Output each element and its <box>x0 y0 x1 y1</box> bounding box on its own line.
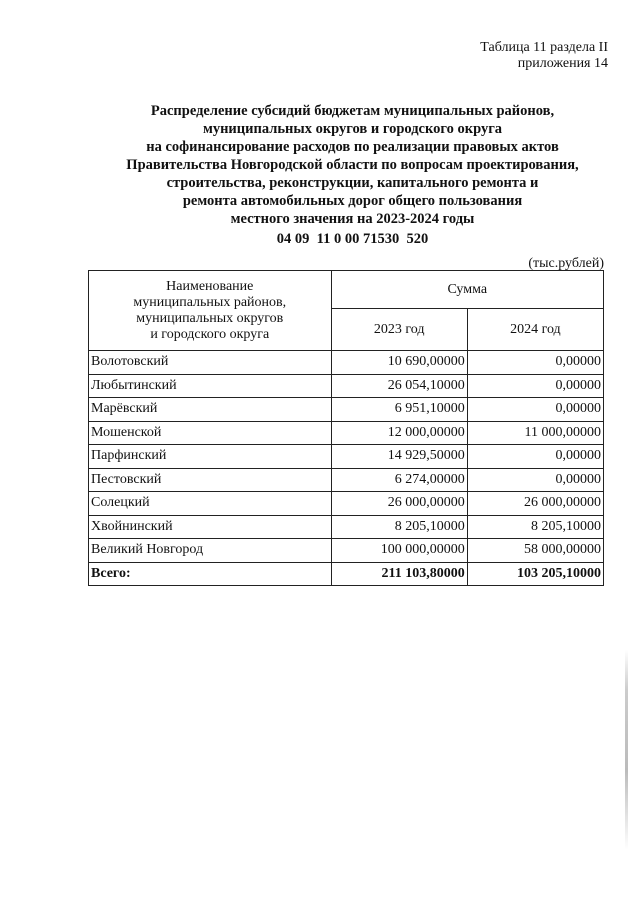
total-2023: 211 103,80000 <box>331 562 467 586</box>
budget-code <box>95 231 610 248</box>
district-name: Пестовский <box>89 468 332 492</box>
amount-2023: 8 205,10000 <box>331 515 467 539</box>
column-header-2023: 2023 год <box>331 309 467 351</box>
amount-2023: 6 274,00000 <box>331 468 467 492</box>
table-row <box>89 468 604 492</box>
district-name: Солецкий <box>89 492 332 516</box>
total-2024: 103 205,10000 <box>467 562 603 586</box>
header-name-line: муниципальных районов, <box>133 294 287 310</box>
document-title <box>95 102 610 228</box>
amount-2024: 0,00000 <box>467 398 603 422</box>
table-reference <box>480 40 608 72</box>
amount-2024: 58 000,00000 <box>467 539 603 563</box>
table-row <box>89 539 604 563</box>
table-row <box>89 374 604 398</box>
title-line: Правительства Новгородской области по вопросам проектирования, <box>126 157 579 173</box>
amount-2023: 14 929,50000 <box>331 445 467 469</box>
column-header-2024: 2024 год <box>467 309 603 351</box>
table-row <box>89 445 604 469</box>
table-row <box>89 492 604 516</box>
header-name-line: Наименование <box>166 278 254 294</box>
district-name: Хвойнинский <box>89 515 332 539</box>
total-row <box>89 562 604 586</box>
district-name: Марёвский <box>89 398 332 422</box>
amount-2024: 0,00000 <box>467 351 603 375</box>
district-name: Великий Новгород <box>89 539 332 563</box>
table-row <box>89 421 604 445</box>
table-row <box>89 398 604 422</box>
table-row <box>89 515 604 539</box>
title-line: муниципальных округов и городского округа <box>202 121 503 137</box>
header-row <box>89 271 604 309</box>
total-label: Всего: <box>89 562 332 586</box>
amount-2024: 8 205,10000 <box>467 515 603 539</box>
column-header-sum: Сумма <box>331 271 603 309</box>
amount-2023: 100 000,00000 <box>331 539 467 563</box>
title-line: на софинансирование расходов по реализации правовых актов <box>146 139 559 155</box>
unit-label: (тыс.рублей) <box>528 256 604 271</box>
subsidy-table <box>88 270 604 586</box>
scan-edge-shadow <box>625 650 628 850</box>
amount-2023: 6 951,10000 <box>331 398 467 422</box>
title-line: строительства, реконструкции, капитального ремонта и <box>166 175 539 191</box>
amount-2024: 0,00000 <box>467 445 603 469</box>
title-line: ремонта автомобильных дорог общего пользования <box>182 193 523 209</box>
column-header-name <box>89 271 332 351</box>
district-name: Волотовский <box>89 351 332 375</box>
district-name: Парфинский <box>89 445 332 469</box>
amount-2023: 12 000,00000 <box>331 421 467 445</box>
amount-2024: 0,00000 <box>467 374 603 398</box>
amount-2023: 26 054,10000 <box>331 374 467 398</box>
budget-code-text: 04 09 11 0 00 71530 520 <box>276 231 429 247</box>
amount-2024: 0,00000 <box>467 468 603 492</box>
district-name: Любытинский <box>89 374 332 398</box>
amount-2024: 11 000,00000 <box>467 421 603 445</box>
amount-2023: 10 690,00000 <box>331 351 467 375</box>
title-line: местного значения на 2023-2024 годы <box>230 211 475 227</box>
amount-2024: 26 000,00000 <box>467 492 603 516</box>
header-name-line: и городского округа <box>150 326 270 342</box>
title-line: Распределение субсидий бюджетам муниципальных районов, <box>150 103 555 119</box>
table-row <box>89 351 604 375</box>
header-name-line: муниципальных округов <box>136 310 284 326</box>
reference-line-1: Таблица 11 раздела II <box>480 40 608 55</box>
amount-2023: 26 000,00000 <box>331 492 467 516</box>
reference-line-2: приложения 14 <box>517 56 608 71</box>
district-name: Мошенской <box>89 421 332 445</box>
